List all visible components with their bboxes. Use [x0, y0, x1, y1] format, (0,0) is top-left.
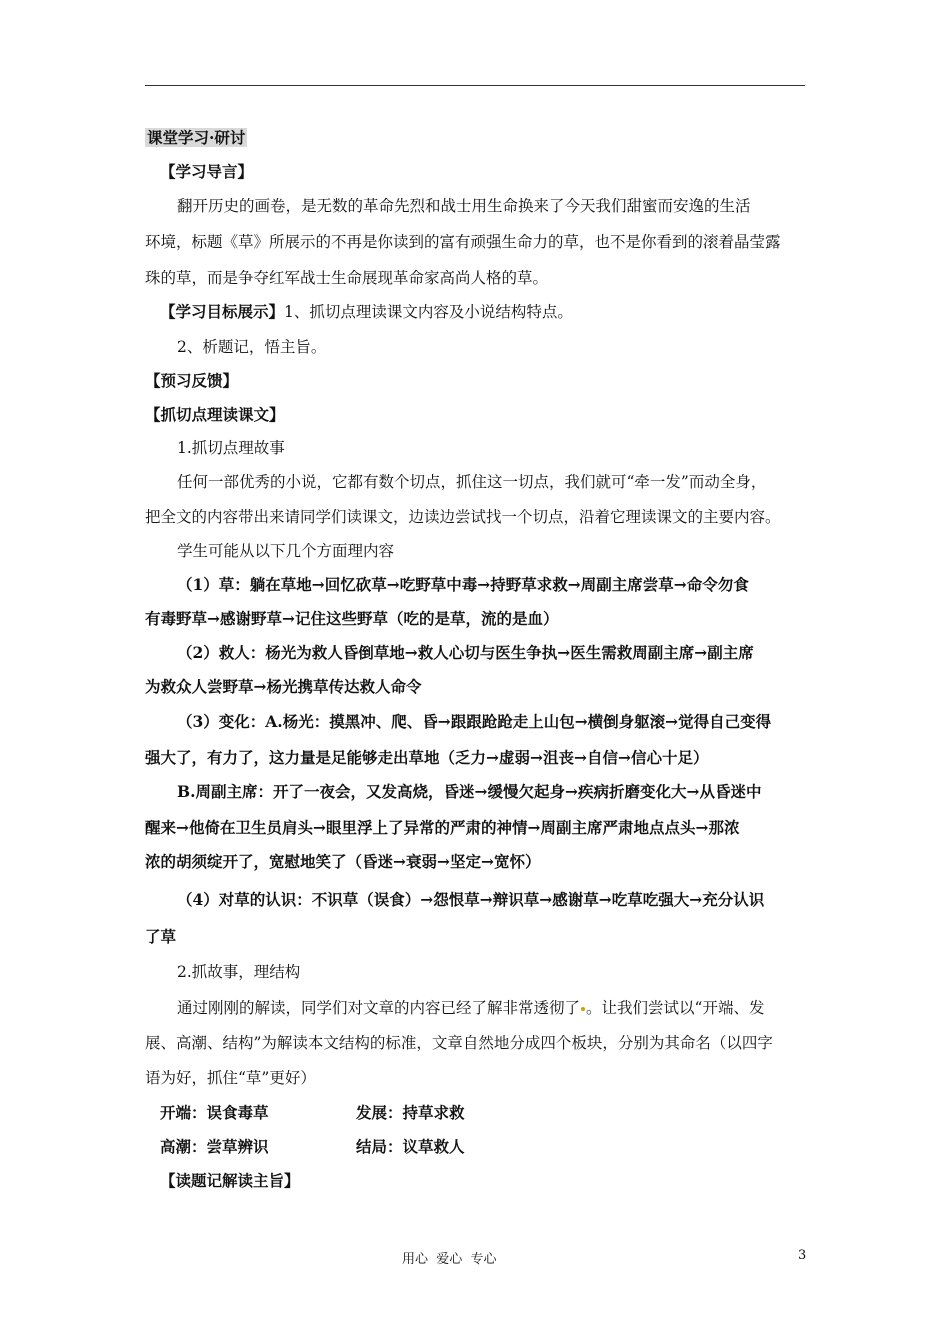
- intro-line-2: 环境，标题《草》所展示的不再是你读到的富有顽强生命力的草，也不是你看到的滚着晶莹露: [145, 233, 781, 251]
- section-title: 课堂学习·研讨: [147, 128, 246, 147]
- point-2-line-1: （2）救人：杨光为救人昏倒草地→救人心切与医生争执→医生需救周副主席→副主席: [177, 643, 754, 662]
- header-rule: [145, 85, 805, 86]
- para2: 学生可能从以下几个方面理内容: [177, 542, 395, 560]
- theme-heading: 【读题记解读主旨】: [160, 1171, 300, 1190]
- subheading-1: 1.抓切点理故事: [177, 439, 285, 457]
- structure-ending: 结局：议草救人: [356, 1137, 465, 1156]
- point-2-line-2: 为救众人尝野草→杨光携草传达救人命令: [145, 677, 422, 696]
- preview-heading: 【预习反馈】: [145, 371, 239, 390]
- subheading-2: 2.抓故事，理结构: [177, 963, 301, 981]
- para3-line-2: 展、高潮、结构”为解读本文结构的标准，文章自然地分成四个板块，分别为其命名（以四字: [145, 1034, 773, 1052]
- structure-beginning: 开端：误食毒草: [160, 1103, 269, 1122]
- page-number: 3: [798, 1248, 807, 1263]
- intro-line-1: 翻开历史的画卷，是无数的革命先烈和战士用生命换来了今天我们甜蜜而安逸的生活: [177, 197, 751, 215]
- point-1-line-2: 有毒野草→感谢野草→记住这些野草（吃的是草，流的是血）: [145, 609, 559, 628]
- point-4-line-1: （4）对草的认识：不识草（误食）→怨恨草→辩识草→感谢草→吃草吃强大→充分认识: [177, 890, 765, 909]
- annotation-mark: [581, 1007, 585, 1011]
- para1-line-2: 把全文的内容带出来请同学们读课文，边读边尝试找一个切点，沿着它理读课文的主要内容。: [145, 508, 781, 526]
- goals-heading: 【学习目标展示】: [160, 302, 285, 321]
- goals-line: [160, 302, 573, 322]
- para1-line-1: 任何一部优秀的小说，它都有数个切点，抓住这一切点，我们就可“牵一发”而动全身，: [177, 473, 767, 491]
- point-3-line-2: 强大了，有力了，这力量是足能够走出草地（乏力→虚弱→沮丧→自信→信心十足）: [145, 748, 709, 767]
- intro-heading: 【学习导言】: [160, 162, 254, 181]
- structure-climax: 高潮：尝草辨识: [160, 1137, 269, 1156]
- point-3b-line-1: B.周副主席：开了一夜会，又发高烧，昏迷→缓慢欠起身→疾病折磨变化大→从昏迷中: [177, 782, 762, 801]
- goal-item-2: 2、析题记，悟主旨。: [177, 338, 327, 356]
- point-1-line-1: （1）草：躺在草地→回忆砍草→吃野草中毒→持野草求救→周副主席尝草→命令勿食: [177, 575, 749, 594]
- goal-item-1: 1、抓切点理读课文内容及小说结构特点。: [284, 303, 573, 321]
- para3-line-1: 通过刚刚的解读，同学们对文章的内容已经了解非常透彻了 。让我们尝试以“开端、发: [177, 999, 765, 1017]
- point-3-line-1: （3）变化：A.杨光：摸黑冲、爬、昏→跟跟跄跄走上山包→横倒身躯滚→觉得自己变得: [177, 712, 772, 731]
- para3-line-3: 语为好，抓住“草”更好）: [145, 1069, 316, 1087]
- intro-line-3: 珠的草，而是争夺红军战士生命展现革命家高尚人格的草。: [145, 269, 549, 287]
- footer-motto: 用心 爱心 专心: [402, 1252, 497, 1267]
- point-3b-line-3: 浓的胡须绽开了，宽慰地笑了（昏迷→衰弱→坚定→宽怀）: [145, 852, 541, 871]
- reading-heading: 【抓切点理读课文】: [145, 405, 285, 424]
- point-4-line-2: 了草: [145, 927, 177, 946]
- point-3b-line-2: 醒来→他倚在卫生员肩头→眼里浮上了异常的严肃的神情→周副主席严肃地点点头→那浓: [145, 818, 740, 837]
- structure-development: 发展：持草求救: [356, 1103, 465, 1122]
